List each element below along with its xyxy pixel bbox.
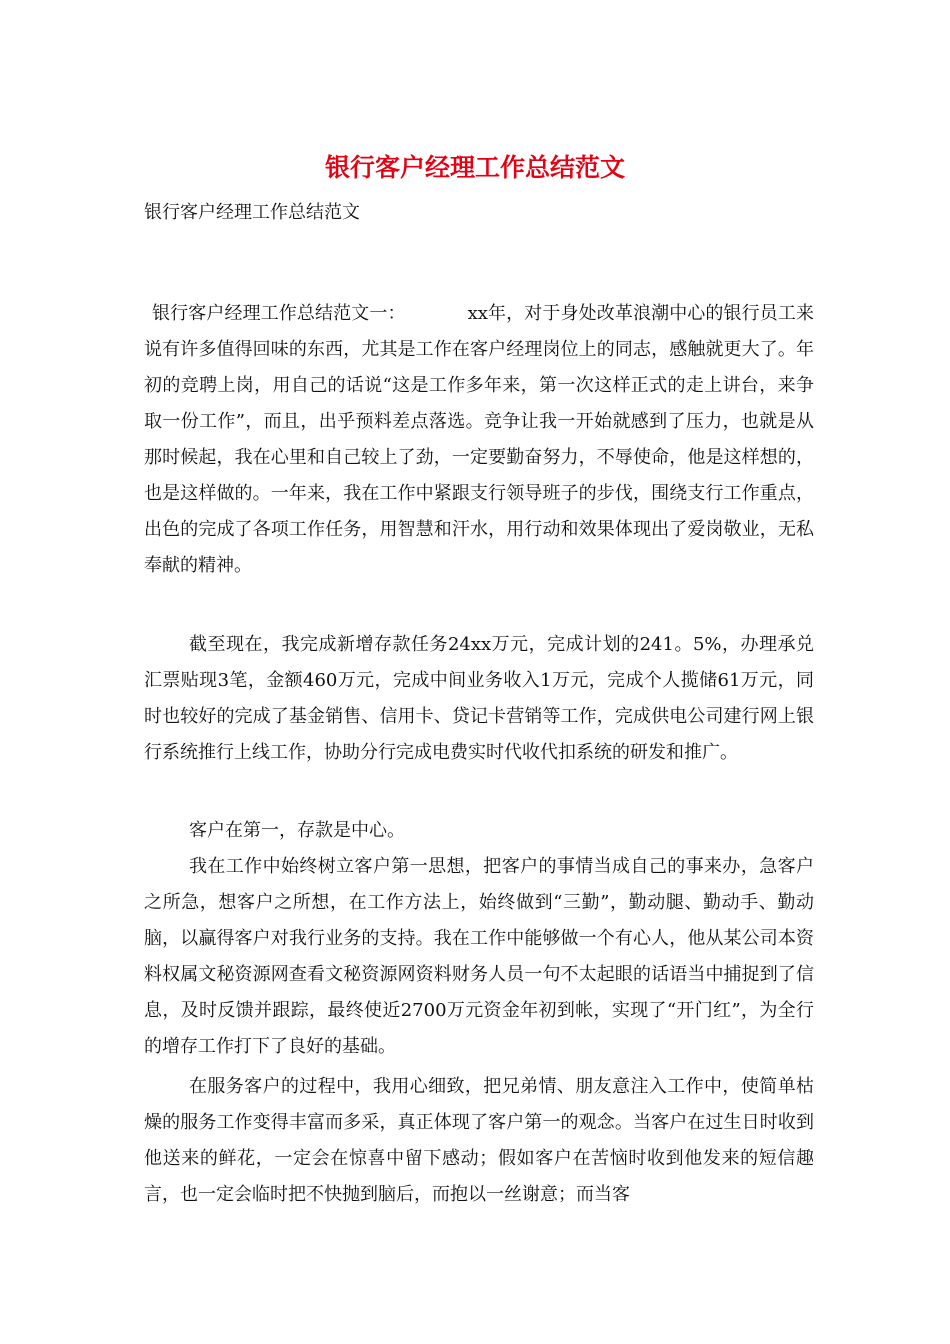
paragraph-3: 我在工作中始终树立客户第一思想，把客户的事情当成自己的事来办，急客户之所急，想客户之所想，在工作方法上，始终做到“三勤”，勤动腿、勤动手、勤动脑，以赢得客户对我行业务的支持。我在工作中能够做一个有心人，他从某公司本资料权属文秘资源网查看文秘资源网资料财务人员一句不太起眼的话语当中捕捉到了信息，及时反馈并跟踪，最终使近2700万元资金年初到帐，实现了“开门红”，为全行的增存工作打下了良好的基础。 [144, 856, 814, 1057]
document-subtitle: 银行客户经理工作总结范文 [144, 202, 360, 223]
section-heading: 客户在第一，存款是中心。 [189, 820, 405, 841]
paragraph-1 [144, 296, 814, 584]
paragraph-lead: 银行客户经理工作总结范文一： [152, 303, 406, 324]
paragraph-2: 截至现在，我完成新增存款任务24xx万元，完成计划的241。5%，办理承兑汇票贴现3笔，金额460万元，完成中间业务收入1万元，完成个人揽储61万元，同时也较好的完成了基金销售、信用卡、贷记卡营销等工作，完成供电公司建行网上银行系统推行上线工作，协助分行完成电费实时代收代扣系统的研发和推广。 [144, 634, 814, 763]
document-title: 银行客户经理工作总结范文 [324, 153, 625, 182]
paragraph-4: 在服务客户的过程中，我用心细致，把兄弟情、朋友意注入工作中，使简单枯燥的服务工作变得丰富而多采，真正体现了客户第一的观念。当客户在过生日时收到他送来的鲜花，一定会在惊喜中留下感动；假如客户在苦恼时收到他发来的短信趣言，也一定会临时把不快抛到脑后，而抱以一丝谢意；而当客 [144, 1076, 814, 1205]
paragraph-text: xx年，对于身处改革浪潮中心的银行员工来说有许多值得回味的东西，尤其是工作在客户经理岗位上的同志，感触就更大了。年初的竞聘上岗，用自己的话说“这是工作多年来，第一次这样正式的走上讲台，来争取一份工作”，而且，出乎预料差点落选。竞争让我一开始就感到了压力，也就是从那时候起，我在心里和自己较上了劲，一定要勤奋努力，不辱使命，他是这样想的，也是这样做的。一年来，我在工作中紧跟支行领导班子的步伐，围绕支行工作重点，出色的完成了各项工作任务，用智慧和汗水，用行动和效果体现出了爱岗敬业，无私奉献的精神。 [144, 303, 815, 576]
